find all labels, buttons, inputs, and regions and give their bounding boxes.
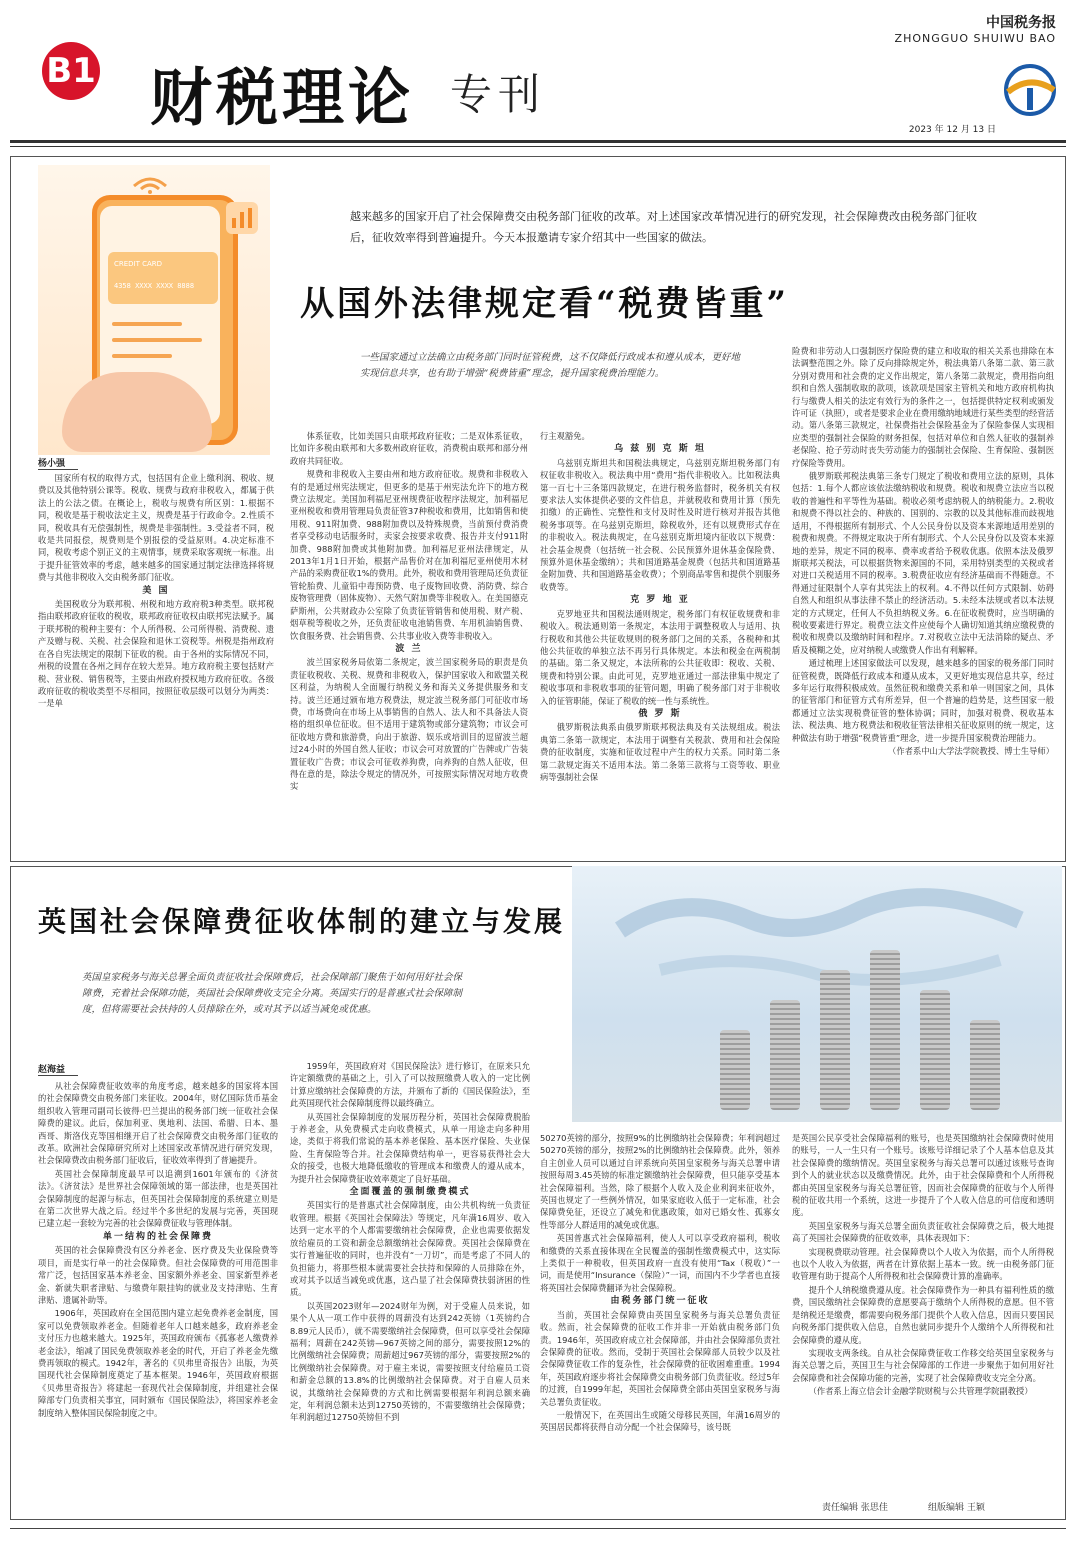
article1-byline: 杨小强 [38, 456, 78, 470]
paragraph: 以英国2023财年—2024财年为例，对于受雇人员来说，如果个人从一项工作中获得的周薪没有达到242英镑（1英镑约合8.89元人民币），就不需要缴纳社会保障费，但可以享受社会保障福利；周薪在242英镑—967英镑之间的部分，需要按照12%的比例缴纳社会保障费；周薪超过967英镑的部分，需要按照2%的比例缴纳社会保障费。对于雇主来说，需要按照支付给雇员工资和薪金总额的13.8%的比例缴纳社会保障费。对于自雇人员来说，其缴纳社会保障费的方式和比例需要根据年利润总额来确定，年利润总额未达到12750英镑的，不需要缴纳社会保障费；年利润超过12750英镑但不到 [290, 1300, 530, 1423]
paragraph: 1906年，英国政府在全国范围内建立起免费养老金制度，国家可以免费领取养老金。但随着老年人口越来越多，政府养老金支付压力也越来越大。1925年，英国政府颁布《孤寡老人缴费养老金法》，缩减了国民免费领取养老金的时代，开启了养老金先缴费再领取的模式。1942年，著名的《贝弗里奇报告》出版，为英国现代社会保障制度奠定了基本框架。1946年，英国政府根据《贝弗里奇报告》将建起一套现代社会保障制度，并组建社会保障部专门负责相关事宜，同时颁布《国民保险法》，将国家养老金制度纳入整体国民保险制度之中。 [38, 1308, 278, 1418]
article2-column-1 [38, 1080, 278, 1512]
subhead-russia: 俄 罗 斯 [638, 708, 682, 719]
credit-card-number: 4358 XXXX XXXX 8888 [114, 282, 195, 290]
paper-name-en: ZHONGGUO SHUIWU BAO [894, 32, 1056, 45]
paragraph: 行主观豁免。 [540, 431, 590, 441]
article2-column-2 [290, 1060, 530, 1512]
paragraph: 俄罗斯联邦税法典第三条专门规定了税收和费用立法的原则，具体包括：1.每个人都应该依法缴纳税收和规费。税收和规费立法应当以税收的普遍性和平等性为基础。税收必须考虑纳税人的纳税能力。2.税收和规费不得以社会的、种族的、国别的、宗教的以及其他标准而歧视地适用，不得根据所有制形式、个人公民身份以及资本来源地适用差别的税费和规费。不得规定取决于所有制形式、个人公民身份以及资本来源地的差异，规定不同的税率、费率或者给予税收优惠。依照本法及俄罗斯联邦关税法，可以根据货物来源国的不同，采用特别类型的关税或者对进口关税适用不同的税率。3.税费征收应有经济基础而不得随意。不得通过征限制个人享有其宪法上的权利。4.不得以任何方式限制、妨碍自然人和组织从事法律不禁止的经济活动。5.未经本法规或者以本法规定的方式规定，任何人不负担纳税义务。6.在征收税费时，应当明确的税收要素进行界定。税费立法文件应使每个人确切知道其纳应缴税费的税收和规费以及缴纳时间和程序。7.对税收立法中无法消除的疑点、矛盾及模糊之处，应对纳税人或缴费人作出有利解释。 [792, 471, 1054, 655]
paragraph: 英国的社会保障费没有区分养老金、医疗费及失业保险费等项目，而是实行单一的社会保障费。但社会保障费的可用范围非常广泛，包括国家基本养老金、国家额外养老金、国家新型养老金、新就失职者津贴、与缴费年限挂钩的就业及支持津贴、生育津贴、遗属补助等。 [38, 1245, 278, 1305]
article2-lead: 英国皇家税务与海关总署全面负责征收社会保障费后，社会保障部门聚焦于如何用好社会保障费，充着社会保障功能，英国社会保障费收支完全分离。英国实行的是普惠式社会保障制度，但将需要社会扶持的人员排除在外，或对其予以适当减免或优惠。 [82, 972, 463, 1015]
issue-date: 2023 年 12 月 13 日 [908, 125, 996, 135]
section-subtitle: 专刊 [450, 70, 547, 119]
paragraph: 实现税费联动管理。社会保障费以个人收入为依据，而个人所得税也以个人收入为依据，两者在计算依据上基本一致。统一由税务部门征收管理有助于提高个人所得税和社会保障费计算的准确率。 [792, 1246, 1054, 1282]
article2-byline: 赵海益 [38, 1062, 78, 1076]
article2-headline: 英国社会保障费征收体制的建立与发展 [38, 905, 566, 938]
section-badge: B1 [42, 42, 100, 100]
paragraph: 英国普惠式社会保障福利，使人人可以享受政府福利，税收和缴费的关系直接体现在全民覆盖的强制性缴费模式中，这实际上类似于一种税收，但英国政府一直没有使用“Tax（税收）”一词，而是使用“Insurance（保险）”一词，而国内不少学者也直接将英国社会保障费翻译为社会保障税。 [540, 1233, 780, 1293]
paragraph: 俄罗斯税法典系由俄罗斯联邦税法典及有关法规组成。税法典第二条第一款规定，本法用于调整有关税款、费用和社会保险费的征收制度，实施和征收过程中产生的权力关系。同时第二条第二款规定海关不适用本法。第二条第三款将与工资等收、职业病等强制社会保 [540, 722, 780, 782]
paper-name: 中国税务报 [986, 15, 1056, 31]
coin-stack [970, 1020, 1000, 1110]
paper-logo-icon [1000, 60, 1060, 120]
article1-column-3 [540, 430, 780, 854]
masthead-rule [10, 140, 1066, 143]
paragraph: 规费和非税收入主要由州和地方政府征收。规费和非税收入有的是通过州宪法规定，但更多的是基于州宪法允许下的地方税费立法规定。美国加利福尼亚州规费征收程序法规定，加利福尼亚州税收和费用管理局负责征管37种税收和费用，比如销售和使用税、911附加费、988附加费以及特殊规费，当前预付费消费者享受移动电话服务时，卖家会按要求收费、报告并支付911附加费、988附加费或其他附加费。加利福尼亚州法律规定，从2013年1月1日开始，根据产品售价对在加利福尼亚州使用木材产品的采购费征收1%的费用。此外，税收和费用管理局还负责征管轮胎费、儿童铅中毒预防费、电子废物回收费、消防费、综合废物管理费（固体废物）、天然气附加费等非税收入。在美国德克萨斯州，公共财政办公室除了负责征管销售和使用税、财产税、烟草税等税收之外，还负责征收电池销售费、车用机油销售费、饮食服务费、社会销售费、公共事业收入费等非税收入。 [290, 469, 528, 641]
paragraph: 英国社会保障制度最早可以追溯到1601年颁布的《济贫法》。《济贫法》是世界社会保障领域的第一部法律，也是英国社会保障制度的起源与标志，但英国社会保障制度的系统建立则是在第二次世界大战之后。经过半个多世纪的发展与完善，英国现已建立起一套较为完善的社会保障费征收与管理体制。 [38, 1168, 278, 1229]
paragraph: 是英国公民享受社会保障福利的账号，也是英国缴纳社会保障费时使用的账号，一人一生只有一个账号。该账号详细记录了个人基本信息及其社会保障费的缴纳情况。英国皇家税务与海关总署可以通过该账号查询到个人的就业状态以及缴费情况。此外，由于社会保障费和个人所得税都由英国皇家税务与海关总署征管，因而社会保障费的征收与个人所得税的征收共用一个系统，这进一步提升了个人收入信息的可信度和透明度。 [792, 1133, 1054, 1218]
masthead-rule-thin [10, 146, 1066, 147]
paragraph: 提升个人纳税缴费遵从度。社会保障费作为一种具有福利性质的缴费，国民缴纳社会保障费的意愿要高于缴纳个人所得税的意愿。但不管是纳税还是缴费，都需要向税务部门提供个人收入信息，因而只要国民向税务部门提供收入信息，自然也就同步提升个人缴纳个人所得税和社会保障费的遵从度。 [792, 1284, 1054, 1345]
footer-designer: 组版编辑 王颖 [928, 1503, 985, 1513]
subhead-single-structure: 单一结构的社会保障费 [102, 1231, 213, 1242]
credit-card-label: CREDIT CARD [114, 260, 163, 268]
screen-line [112, 354, 172, 358]
coin-stack [720, 1030, 750, 1110]
chart-icon [222, 198, 262, 238]
subhead-unified-collection: 由税务部门统一征收 [610, 1296, 710, 1307]
wifi-icon [130, 170, 170, 194]
article2-column-3 [540, 1132, 780, 1512]
paragraph: 实现收支两条线。自从社会保障费征收工作移交给英国皇家税务与海关总署之后，英国卫生与社会保障部的工作进一步聚焦于如何用好社会保障费和社会保障功能的完善，实现了社会保障费收支完全分离。 [792, 1347, 1054, 1383]
paragraph: 国家所有权的取得方式，包括国有企业上缴利润、税收、规费以及其他特别公课等。税收、规费与政府非税收入，都属于供法上的公法之债。在概论上，税收与规费有所区别：1.根据不同，税收是基于税收法定主义，规费是基于行政命令。2.性质不同，税收具有无偿强制性，规费是非强制性。3.受益者不同，税收是共同报偿，规费则是个别报偿的受益原则。4.决定标准不同，税收考虑个别正义的主观情事，规费采取客观统一标准。出于提升征管效率的考虑，越来越多的国家通过制定法律选择将规费与其他非税收入交由税务部门征收。 [38, 473, 274, 583]
subhead-croatia: 克 罗 地 亚 [630, 595, 690, 606]
section-title: 财税理论 [150, 61, 415, 134]
article1-column-1 [38, 472, 274, 854]
paragraph: 波兰国家税务局依第二条规定，波兰国家税务局的职责是负责征收税收、关税、规费和非税收入，保护国家收入和欧盟关税区利益，为纳税人全面履行纳税义务和海关义务提供服务和支持。波兰还通过颁布地方税费法，规定波兰税务部门可征收市场费，市场费向在市场上从事销售的自然人、法人和不具备法人资格的组织单位征收。但不适用于建筑物或部分建筑物；市议会可征收地方费和旅游费，向出于旅游、娱乐或培训目的逗留波兰超过24小时的外国自然人征收；市议会可对放置的广告牌或广告装置征收广告费；市议会可征收养狗费，向养狗的自然人征收，但得在意的是，除法令规定的情况外，可按照实际情况对地方收费实 [290, 657, 528, 792]
screen-line [112, 322, 182, 326]
paragraph: 美国税收分为联邦税、州税和地方政府税3种类型。联邦税指由联邦政府征收的税收，联邦政府征收权由联邦宪法赋予。属于联邦税的税种主要有：个人所得税、公司所得税、消费税、遗产及赠与税、关税、社会保险和退休工资税等。州税是指州政府在各自宪法规定的限制下征收的税。由于各州的实际情况不同，州税的设置在各州之间存在较大差异。地方政府税主要包括财产税、营业税、销售税等，主要由州政府授权地方政府征收。各级政府征收的税收类型不尽相同，按照征收层级可以划分为两类：一是单 [38, 599, 274, 709]
paragraph: 险费和非劳动人口强制医疗保险费的建立和收取的相关关系也排除在本法调整范围之外。除了反向排除规定外，税法典第八条第二款、第三款分别对费用和社会费的定义作出规定，第八条第二款规定，费用指向组织和自然人强制收取的款项，该款项是国家主管机关和地方政府机构执行与缴费人相关的法定有效行为的条件之一，包括提供特定权利或颁发许可证（执照），或者是要求企业在费用缴纳地域进行某些类型的经营活动。第八条第三款规定，社保费指社会保险基金为了保险参保人实现相应类型的强制社会保险的财务担保，包括对单位和自然人征收的强制养老保险、抢子劳动时丧失劳动能力的强制社会保险、生育保险、强制医疗保险等费用。 [792, 346, 1054, 468]
author-note: （作者系中山大学法学院教授、博士生导师） [888, 746, 1054, 756]
paragraph: 从社会保障费征收效率的角度考虑，越来越多的国家将本国的社会保障费交由税务部门来征收。2004年，财亿国际货币基金组织收入管理司副司长彼得·巴兰提出的税务部门统一征收社会保障费的建议。此后，保加利亚、奥地利、法国、希腊、日本、墨西哥、斯洛伐克等国相继开启了社会保障费交由税务部门征收的改革。欧洲社会保障研究所对上述国家改革情况进行研究发现，社会保障费改由税务部门征收后，征收效率得到了普遍提升。 [38, 1081, 278, 1166]
author-note: （作者系上海立信会计金融学院财税与公共管理学院副教授） [808, 1386, 1033, 1397]
coin-stack [770, 1000, 800, 1110]
subhead-poland: 波 兰 [395, 643, 423, 654]
paragraph: 英国实行的是普惠式社会保障制度，由公共机构统一负责征收管理。根据《英国社会保障法》等规定，凡年满16周岁、收入达到一定水平的个人都需要缴纳社会保障费，企业也需要依据发放给雇员的工资和薪金总额缴纳社会保障费。英国社会保障费在实行普遍征收的同时，也并没有“一刀切”，而是考虑了不同人的负担能力，将那些根本就需要社会扶持和保障的人员排除在外，或对其予以适当减免或优惠，这凸显了社会保障费扶弱济困的性质。 [290, 1200, 530, 1298]
paragraph: 通过梳理上述国家做法可以发现，越来越多的国家的税务部门同时征管税费，既降低行政成本和遵从成本，又更好地实现信息共享，经过多年运行取得积极成效。虽然征税和缴费关系和单一则国家之间，具体的征管部门和征管方式有所差异，但一个普遍的趋势是，这些国家一般都通过立法实现税费征管的整体协调；同时，加强对税费、税收基本法、税法典、地方税费法和税收征管法律相关征收原则的统一规定，这种做法有助于增强“税费皆重”理念，进一步提升国家税费治理能力。 [792, 658, 1054, 743]
paragraph: 一般情况下，在英国出生或随父母移民英国，年满16周岁的英国居民都将获得自动分配一个社会保障号，该号既 [540, 1409, 780, 1433]
coin-stack [820, 970, 850, 1110]
paragraph: 1959年，英国政府对《国民保险法》进行修订，在原来只允许定额缴费的基础之上，引入了可以按照缴费人收入的一定比例计算应缴纳社会保障费的方法，并颁布了新的《国民保险法》，至此英国现代社会保障制度得以最终确立。 [290, 1061, 530, 1109]
article2-column-4 [792, 1132, 1054, 1492]
subhead-us: 美 国 [142, 585, 170, 596]
footer-editor: 责任编辑 张思佳 [822, 1503, 888, 1513]
paragraph: 乌兹别克斯坦共和国税法典规定，乌兹别克斯坦税务部门有权征收非税收入。税法典中用“费用”指代非税收入。比如税法典第一百七十三条第四款规定，在进行税务监督时，税务机关有权要求法人实体提供必要的文件信息，并就税收和费用计算（预先扣缴）的正确性、完整性和支付及时性及时进行核对并报告其他税务事项等。在乌兹别克斯坦，除税收外，还有以规费形式存在的非税收入。税法典规定，在乌兹别克斯坦境内征收以下规费：社会基金规费（包括统一社会税、公民预算外退休基金保险费、预算外退休基金缴纳）；共和国道路基金规费（包括共和国道路基金附加费、共和国道路基金收费）；个别商品零售和提供个别服务收费等。 [540, 457, 780, 592]
subhead-uzbekistan: 乌 兹 别 克 斯 坦 [614, 444, 706, 455]
article1-lead: 一些国家通过立法确立由税务部门同时征管税费，这不仅降低行政成本和遵从成本，更好地实现信息共享，也有助于增强“税费皆重”理念，提升国家税费治理能力。 [360, 352, 741, 379]
paragraph: 体系征收，比如美国只由联邦政府征收；二是双体系征收，比如许多税由联邦和大多数州政府征收，消费税由联邦和部分州政府共同征收。 [290, 431, 528, 466]
paragraph: 克罗地亚共和国税法通则规定，税务部门有权征收规费和非税收入。税法通则第一条规定，本法用于调整税收人与适用、执行税收和其他公共征收规则的税务部门之间的关系，各税种和其他公共征收的单独立法不再另行具体规定。本法和税金在两税制的基础。第二条又规定，本法所称的公共征收即：税收、关税、规费和特别公课。由此可见，克罗地亚通过一部法律集中规定了税收事项和非税收事项的征管问题，明确了税务部门对于非税收入的征管职能，保证了税收的统一性与系统性。 [540, 608, 780, 706]
paragraph: 从英国社会保障制度的发展历程分析，英国社会保障费脱胎于养老金，从免费模式走向收费模式，从单一用途走向多种用途，类似于将我们常说的基本养老保险、基本医疗保险、失业保险、生育保险等合并。社会保障费结构单一，更容易获得社会大众的接受，也极大地降低缴收的管理成本和缴费人的遵从成本，为提升社会保障费征收效率奠定了良好基础。 [290, 1111, 530, 1184]
paragraph: 英国皇家税务与海关总署全面负责征收社会保障费之后，极大地提高了英国社会保障费的征收效率，具体表现如下： [792, 1220, 1054, 1244]
article1-column-4 [792, 345, 1054, 855]
paragraph: 50270英镑的部分，按照9%的比例缴纳社会保障费；年利润超过50270英镑的部分，按照2%的比例缴纳社会保障费。此外，领养自主创业人员可以通过自评系统向英国皇家税务与海关总署申请按照每周3.45英镑的标准定额缴纳社会保障费，但只能享受基本社会保障福利。当然，除了根据个人收入及企业利润来征收外，英国也规定了一些例外情况，如果家庭收入低于一定标准，社会保障费免征，还设立了减免和优惠政策，如对已婚女性、孤寡女性等部分人群适用的减免或优惠。 [540, 1133, 780, 1230]
article1-headline: 从国外法律规定看“税费皆重” [300, 284, 790, 324]
screen-line [112, 338, 202, 342]
article1-intro: 越来越多的国家开启了社会保障费交由税务部门征收的改革。对上述国家改革情况进行的研究发现，社会保障费改由税务部门征收后，征收效率得到普遍提升。今天本报邀请专家介绍其中一些国家的做法。 [350, 210, 977, 244]
coin-stack [920, 990, 950, 1110]
paragraph: 当前，英国社会保障费由英国皇家税务与海关总署负责征收。然而，社会保障费的征收工作并非一开始就由税务部门负责。1946年，英国政府成立社会保障部，并由社会保障部负责社会保障费的征收。然而，受制于英国社会保障部人员较少以及社会保障费征收工作的复杂性，社会保障费的征收困难重重。1994年，英国政府逐步将社会保障费交由税务部门负责征收。经过5年的过渡，自1999年起，英国社会保障费全部由英国皇家税务与海关总署负责征收。 [540, 1309, 780, 1407]
article1-column-2 [290, 430, 528, 854]
subhead-coverage: 全面覆盖的强制缴费模式 [349, 1187, 471, 1198]
bottom-rule [10, 1528, 1066, 1529]
coin-stack [870, 950, 900, 1110]
